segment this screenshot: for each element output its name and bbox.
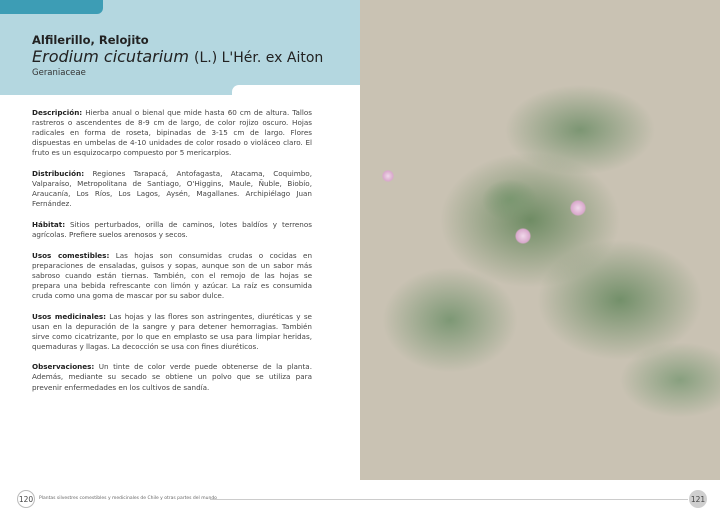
section-medicinal-uses (32, 312, 312, 352)
flower (570, 200, 586, 216)
flower (515, 228, 531, 244)
footer-rule (210, 499, 688, 500)
header-notch (232, 85, 360, 97)
flower (382, 170, 394, 182)
section-label: Distribución: (32, 168, 85, 178)
scientific-name (32, 47, 323, 66)
page-number-right: 121 (689, 490, 707, 508)
section-label: Hábitat: (32, 219, 66, 229)
section-label: Observaciones: (32, 362, 95, 372)
section-label: Descripción: (32, 108, 83, 117)
section-label: Usos medicinales: (32, 311, 106, 321)
section-label: Usos comestibles: (32, 250, 110, 260)
author-citation: (L.) L'Hér. ex Aiton (194, 50, 324, 66)
section-edible-uses (32, 251, 312, 301)
plant-photo (360, 0, 720, 480)
page-number-left: 120 (17, 490, 35, 508)
common-name: Alfilerillo, Relojito (32, 33, 149, 47)
book-title: Plantas silvestres comestibles y medicinales de Chile y otras partes del mundo (39, 496, 217, 501)
species-name: Erodium cicutarium (32, 47, 189, 66)
species-description (32, 108, 312, 403)
section-description (32, 108, 312, 158)
section-text: Regiones Tarapacá, Antofagasta, Atacama, Coquimbo, Valparaíso, Metropolitana de Santiago, O'Higgins, Maule, Ñuble, Biobío, Araucanía, Los Ríos, Los Lagos, Aysén, Magallanes. Archipiélago Juan Fernández. (32, 168, 312, 209)
section-text: Hierba anual o bienal que mide hasta 60 cm de altura. Tallos rastreros o ascendentes de 8-9 cm de largo, de color rojizo oscuro. Hojas radicales en forma de roseta, bipinadas de 3-15 cm de largo. Flores dispuestas en umbelas de 4-10 unidades de color rosado o violáceo claro. El fruto es un esquizocarpo compuesto por 5 mericarpios. (32, 108, 312, 158)
section-text: Un tinte de color verde puede obtenerse de la planta. Además, mediante su secado se obtiene un polvo que se utiliza para prevenir enfermedades en los cultivos de sandía. (32, 362, 312, 392)
section-distribution (32, 169, 312, 209)
section-observations (32, 362, 312, 392)
corner-tab (0, 0, 103, 14)
section-text: Las hojas y las flores son astringentes, diuréticas y se usan en la depuración de la sangre y para detener hemorragias. También sirve como cicatrizante, por lo que en emplasto se usa para limpiar heridas, quemaduras y llagas. La decocción se usa con fines diuréticos. (32, 311, 312, 351)
section-habitat (32, 220, 312, 240)
family-name: Geraniaceae (32, 68, 86, 78)
section-text: Sitios perturbados, orilla de caminos, lotes baldíos y terrenos agrícolas. Prefiere suelos arenosos y secos. (32, 219, 312, 239)
section-text: Las hojas son consumidas crudas o cocidas en preparaciones de ensaladas, guisos y sopas, aunque son de un sabor más sabroso cuando están tiernas. También, con el remojo de las hojas se prepara una bebida refrescante con limón y azúcar. La raíz es consumida cruda como una goma de mascar por su sabor dulce. (32, 250, 313, 300)
